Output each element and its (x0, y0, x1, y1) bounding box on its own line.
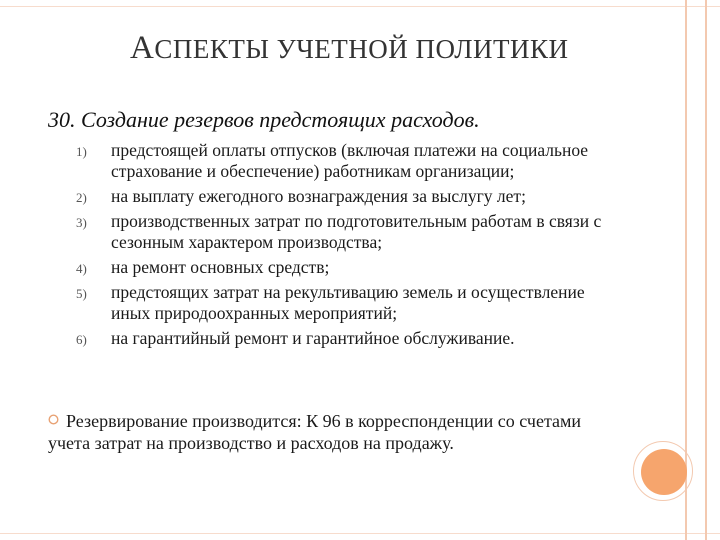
list-item (76, 257, 606, 278)
title-rest: СПЕКТЫ УЧЕТНОЙ ПОЛИТИКИ (154, 34, 569, 64)
bullet-paragraph (48, 410, 648, 454)
list-item-text: на выплату ежегодного вознаграждения за выслугу лет; (111, 186, 526, 206)
circle-bullet-icon (48, 414, 59, 425)
decorative-circle (641, 449, 687, 495)
frame-right-line-outer (705, 0, 707, 540)
list-item-text: на ремонт основных средств; (111, 257, 330, 277)
list-item-text: предстоящей оплаты отпусков (включая платежи на социальное страхование и обеспечение) работникам организации; (111, 140, 589, 181)
list-item-text: предстоящих затрат на рекультивацию земель и осуществление иных природоохранных мероприятий; (111, 282, 585, 323)
section-subheading: 30. Создание резервов предстоящих расходов. (48, 107, 480, 132)
list-item-text: производственных затрат по подготовительным работам в связи с сезонным характером производства; (111, 211, 602, 252)
list-item-number: 1) (76, 144, 87, 159)
list-item-number: 6) (76, 332, 87, 347)
bullet-line-1: Резервирование производится: К 96 в корреспонденции со счетами (66, 411, 582, 431)
list-item (76, 186, 606, 207)
list-item (76, 211, 606, 253)
list-item-number: 2) (76, 190, 87, 205)
frame-bottom-line (0, 533, 720, 534)
list-item (76, 328, 606, 349)
list-item-number: 4) (76, 261, 87, 276)
list-item-text: на гарантийный ремонт и гарантийное обслуживание. (111, 328, 515, 348)
list-item-number: 5) (76, 286, 87, 301)
list-item (76, 140, 606, 182)
title-first-letter: А (130, 30, 155, 66)
list-item (76, 282, 606, 324)
reserves-list (76, 140, 606, 353)
bullet-text (48, 410, 648, 454)
bullet-line-2: учета затрат на производство и расходов на продажу. (48, 433, 454, 453)
frame-top-line (0, 6, 720, 7)
list-item-number: 3) (76, 215, 87, 230)
slide-title (130, 30, 569, 67)
